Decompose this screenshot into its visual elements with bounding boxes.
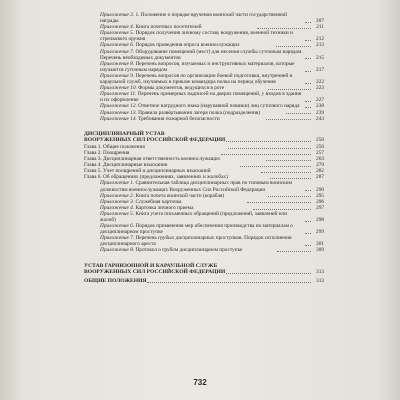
dot-leader <box>286 113 311 114</box>
section-title-line1: УСТАВ ГАРНИЗОННОЙ И КАРАУЛЬНОЙ СЛУЖБ <box>84 262 218 269</box>
dot-leader <box>268 196 311 197</box>
entry-title: Глава 6. Об обращениях (предложениях, заявлениях и жалобах) <box>84 174 228 181</box>
entry-title: Карточка личного приема <box>135 204 194 211</box>
appendix-label: Приложение 7. <box>100 48 135 55</box>
entry-text <box>100 73 304 85</box>
entry-title: Глава 3. Дисциплинарная ответственность военнослужащих <box>84 156 221 163</box>
entry-page: 309 <box>316 247 324 254</box>
toc-entry <box>84 91 324 103</box>
section-heading-garrison <box>84 263 324 276</box>
entry-title: Книга учета письменных обращений (предложений, заявлений или жалоб) <box>100 210 288 223</box>
entry-text <box>100 91 304 103</box>
entry-title: Порядок проведения опроса военнослужащих <box>135 42 240 49</box>
entry-page: 290 <box>316 186 324 193</box>
entry-title: Порядок получения личному составу вооружения, военной техники и стрелкового оружия <box>100 30 293 43</box>
dot-leader <box>270 178 311 179</box>
entry-title: Перечень вопросов, изучаемых и инструктивных материалов, которые изучаются суточным нарядом <box>100 60 295 73</box>
entry-title: Протокол о грубом дисциплинарном проступке <box>135 247 243 254</box>
dot-leader <box>305 233 311 234</box>
entry-page: 222 <box>316 79 324 86</box>
entry-page: 298 <box>316 217 324 223</box>
entry-text <box>100 12 304 24</box>
dot-leader <box>266 160 311 161</box>
appendix-label: Приложение 10. <box>100 85 137 92</box>
dot-leader <box>277 251 311 252</box>
appendix-label: Приложение 8. <box>100 247 135 254</box>
entry-page: 301 <box>316 241 324 248</box>
entry-title: Книга почетных посетителей <box>135 24 202 31</box>
dot-leader <box>305 58 311 59</box>
entry-title: Сравнительная таблица дисциплинарных прав по типовым воинским должностям военнослужащих Вооруженных Сил Российской Федерации <box>100 180 292 193</box>
section-page: 250 <box>316 137 324 144</box>
appendix-label: Приложение 4. <box>100 204 135 211</box>
entry-text <box>100 211 304 223</box>
entry-page: 215 <box>316 54 324 61</box>
entry-title: Перечень вопросов по организации боевой подготовки, внутренней и караульной служб, изучаемых в приказе командира полка на период обучения <box>100 72 293 86</box>
entry-page: 207 <box>316 18 324 25</box>
dot-leader <box>257 28 311 29</box>
entry-title: Оборудование помещений (мест) для несения службы суточным нарядом. Перечень необходимых документов <box>100 48 303 61</box>
entry-page: 299 <box>316 229 324 236</box>
dot-leader <box>228 148 311 149</box>
entry-title: Перечень грубых дисциплинарных проступков. Порядок исполнения дисциплинарного ареста <box>100 235 292 248</box>
appendix-label: Приложение 7. <box>100 235 135 242</box>
entry-title: Глава 2. Поощрения <box>84 149 130 156</box>
entry-title: Служебная карточка <box>135 198 182 205</box>
toc-entry <box>84 73 324 85</box>
entry-page: 217 <box>316 66 324 73</box>
entry-page: 223 <box>316 85 325 92</box>
table-of-contents <box>84 12 324 284</box>
appendix-label: Приложение 4. <box>100 24 135 31</box>
appendix-label: Приложение 3. <box>100 198 135 205</box>
entry-title: Глава 4. Дисциплинарные взыскания <box>84 162 168 169</box>
chapter-list <box>84 144 324 181</box>
entry-text <box>100 247 276 253</box>
dot-leader <box>305 221 311 222</box>
toc-entry <box>84 211 324 223</box>
entry-page: 250 <box>316 143 325 150</box>
entry-title: Требования пожарной безопасности <box>138 115 220 122</box>
entry-title: 1. Положение о порядке вручения воинской части государственной награды <box>100 12 287 25</box>
appendix-label: Приложение 5. <box>100 30 135 37</box>
entry-title: Глава 1. Общие положения <box>84 143 145 150</box>
section-title-line1: ДИСЦИПЛИНАРНЫЙ УСТАВ <box>84 130 165 137</box>
dot-leader <box>253 209 311 210</box>
appendix-label: Приложение 9. <box>100 72 135 79</box>
appendix-label: Приложение 8. <box>100 60 135 67</box>
dot-leader <box>247 202 311 203</box>
entry-page: 296 <box>316 198 325 205</box>
dot-leader <box>305 190 311 191</box>
entry-title: Книга почета воинской части (корабля) <box>135 192 225 199</box>
appendix-label: Приложение 14. <box>100 115 137 122</box>
entry-title: Формы документов, ведущихся в роте <box>138 85 225 92</box>
appendix-list-2 <box>84 180 324 253</box>
entry-text <box>100 223 304 235</box>
toc-entry <box>84 180 324 192</box>
entry-page: 257 <box>316 149 324 156</box>
entry-text <box>100 61 304 73</box>
toc-entry <box>84 30 324 42</box>
section-heading-disciplinary <box>84 131 324 144</box>
dot-leader <box>305 245 311 246</box>
toc-entry <box>84 235 324 247</box>
toc-entry <box>84 223 324 235</box>
appendix-label: Приложение 6. <box>100 223 135 230</box>
entry-text <box>100 49 304 61</box>
appendix-label: Приложение 12. <box>100 103 137 110</box>
dot-leader <box>305 101 311 102</box>
toc-entry <box>84 61 324 73</box>
entry-text <box>100 180 304 192</box>
subsection-title: ОБЩИЕ ПОЛОЖЕНИЯ <box>84 277 147 284</box>
entry-page: 287 <box>316 174 324 181</box>
dot-leader <box>221 154 311 155</box>
entry-page: 213 <box>316 42 324 49</box>
entry-title: Перечень примерных надписей на дверях помещений, у входов в здания и их оформление <box>100 91 302 104</box>
appendix-list-1 <box>84 12 324 122</box>
appendix-label: Приложение 11. <box>100 91 137 98</box>
entry-title: Порядок применения мер обеспечения производства по материалам о дисциплинарном проступке <box>100 223 293 236</box>
appendix-label: Приложение 6. <box>100 42 135 49</box>
dot-leader <box>261 172 311 173</box>
appendix-label: Приложение 5. <box>100 210 135 217</box>
entry-page: 211 <box>316 24 325 31</box>
appendix-label: Приложение 2. <box>100 192 135 199</box>
entry-title: Правила развёртывания лагеря полка (подразделения) <box>138 109 260 116</box>
dot-leader <box>305 22 311 23</box>
entry-page: 238 <box>316 103 324 110</box>
section-title-line2: ВООРУЖЕННЫХ СИЛ РОССИЙСКОЙ ФЕДЕРАЦИИ <box>84 269 226 276</box>
dot-leader <box>268 89 311 90</box>
entry-page: 270 <box>316 162 325 169</box>
toc-entry <box>84 49 324 61</box>
dot-leader <box>276 46 311 47</box>
section-page: 313 <box>316 269 324 276</box>
appendix-label: Приложение 13. <box>100 109 137 116</box>
appendix-label: Приложение 3. <box>100 12 135 18</box>
subsection-general <box>84 278 324 285</box>
entry-text <box>100 30 304 42</box>
entry-title: Глава 5. Учет поощрений и дисциплинарных взысканий <box>84 168 211 175</box>
toc-entry <box>84 12 324 24</box>
dot-leader <box>266 119 311 120</box>
dot-leader <box>240 166 311 167</box>
entry-page: 212 <box>316 36 324 43</box>
appendix-label: Приложение 1. <box>100 180 135 187</box>
entry-page: 239 <box>316 109 324 116</box>
entry-text <box>100 235 304 247</box>
entry-page: 263 <box>316 156 324 163</box>
entry-page: 227 <box>316 97 324 104</box>
dot-leader <box>305 40 311 41</box>
dot-leader <box>305 71 311 72</box>
subsection-page: 313 <box>316 277 324 284</box>
entry-page: 295 <box>316 192 325 199</box>
entry-page: 282 <box>316 168 325 175</box>
page-number: 732 <box>193 378 207 387</box>
entry-page: 243 <box>316 115 324 122</box>
entry-page: 297 <box>316 204 325 211</box>
dot-leader <box>305 107 311 108</box>
section-title-line2: ВООРУЖЕННЫХ СИЛ РОССИЙСКОЙ ФЕДЕРАЦИИ <box>84 137 226 144</box>
entry-text <box>100 116 265 122</box>
entry-title: Ответное нагрудного знака (нарукавной повязки) лиц суточного наряда <box>138 103 300 110</box>
dot-leader <box>305 83 311 84</box>
